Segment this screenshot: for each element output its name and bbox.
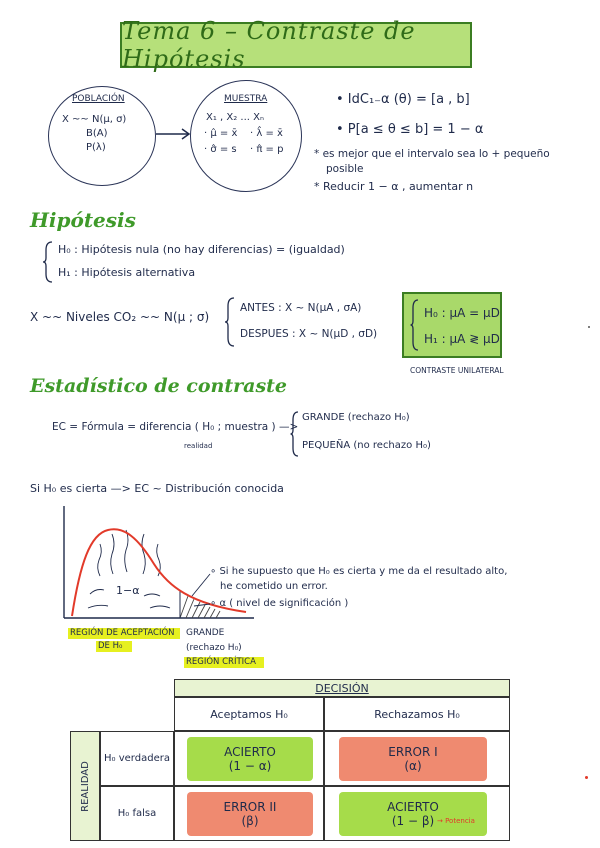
note-reduce: * Reducir 1 − α , aumentar n — [314, 180, 474, 193]
sample-lambda: · λ̂ = x̄ — [250, 128, 283, 139]
note-idc: • IdC₁₋α (θ) = [a , b] — [336, 92, 470, 107]
decision-title: DECISIÓN — [315, 681, 369, 695]
population-label: POBLACIÓN — [72, 94, 125, 104]
region-rechazo-label: (rechazo H₀) — [186, 643, 242, 653]
example-antes: ANTES : X ~ N(μA , σA) — [240, 302, 362, 314]
example-despues: DESPUES : X ~ N(μD , σD) — [240, 328, 378, 340]
decision-table — [70, 679, 510, 841]
potencia-note: → Potencia — [437, 817, 475, 825]
hypothesis-box-brace — [410, 298, 420, 352]
population-to-sample-arrow — [156, 128, 192, 140]
si-h0-cierta: Si H₀ es cierta —> EC ~ Distribución conocida — [30, 482, 284, 495]
decision-col-accept: Aceptamos H₀ — [174, 697, 324, 731]
red-dot — [585, 776, 588, 779]
estadistico-pequeno: PEQUEÑA (no rechazo H₀) — [302, 440, 431, 451]
graph-note-pointers — [188, 570, 214, 610]
sample-sigma: · σ̂ = s — [204, 144, 237, 155]
region-grande-label: GRANDE — [186, 628, 225, 638]
sample-label: MUESTRA — [224, 94, 268, 104]
page-title: Tema 6 – Contraste de Hipótesis — [122, 17, 416, 73]
realidad-label: REALIDAD — [79, 760, 91, 812]
estadistico-grande: GRANDE (rechazo H₀) — [302, 412, 410, 423]
decision-header — [174, 679, 510, 697]
example-brace — [224, 296, 236, 348]
estadistico-brace — [290, 410, 300, 458]
region-accept-label-2: DE H₀ — [98, 641, 123, 651]
row-h0-true: H₀ verdadera — [100, 731, 174, 786]
graph-note-alpha: ∘ α ( nivel de significación ) — [210, 598, 349, 609]
estadistico-formula: EC = Fórmula = diferencia ( H₀ ; muestra ) —> — [52, 421, 299, 433]
hypothesis-box-h1: H₁ : μA ≷ μD — [424, 332, 500, 346]
estadistico-formula-sub: realidad — [184, 442, 213, 450]
region-accept-label: REGIÓN DE ACEPTACIÓN — [70, 628, 175, 638]
row-h0-false: H₀ falsa — [100, 786, 174, 841]
population-var: X ~~ N(μ, σ) — [62, 114, 127, 125]
hipotesis-heading: Hipótesis — [30, 208, 136, 232]
hipotesis-h1: H₁ : Hipótesis alternativa — [58, 266, 196, 279]
contraste-unilateral-caption: CONTRASTE UNILATERAL — [410, 366, 504, 375]
hypothesis-box-h0: H₀ : μA = μD — [424, 306, 500, 320]
sample-values: X₁ , X₂ ... Xₙ — [206, 112, 264, 123]
note-interval-small: * es mejor que el intervalo sea lo + pequeño — [314, 148, 550, 160]
example-variable: X ~~ Niveles CO₂ ~~ N(μ ; σ) — [30, 310, 210, 324]
hipotesis-h0: H₀ : Hipótesis nula (no hay diferencias) = (igualdad) — [58, 243, 345, 256]
region-critica-label: REGIÓN CRÍTICA — [186, 657, 256, 667]
graph-note-error: ∘ Si he supuesto que H₀ es cierta y me da el resultado alto, — [210, 566, 508, 577]
dark-dot — [588, 326, 590, 328]
decision-col-reject: Rechazamos H₀ — [324, 697, 510, 731]
sample-mu: · μ̂ = x̄ — [204, 128, 238, 139]
cell-reject-false: ACIERTO (1 − β) → Potencia — [324, 786, 510, 841]
realidad-header — [70, 731, 100, 841]
cell-accept-false: ERROR II (β) — [174, 786, 324, 841]
population-binomial: B(A) — [86, 128, 108, 139]
sample-pi: · π̂ = p — [250, 144, 284, 155]
estadistico-heading: Estadístico de contraste — [30, 375, 288, 397]
graph-note-error-2: he cometido un error. — [220, 581, 328, 592]
graph-center-label: 1−α — [116, 584, 140, 597]
cell-accept-true: ACIERTO (1 − α) — [174, 731, 324, 786]
hipotesis-brace — [42, 240, 54, 284]
note-interval-small-2: posible — [326, 163, 364, 175]
note-probability: • P[a ≤ θ ≤ b] = 1 − α — [336, 122, 484, 137]
cell-reject-true: ERROR I (α) — [324, 731, 510, 786]
population-poisson: P(λ) — [86, 142, 106, 153]
page-title-box — [120, 17, 472, 73]
